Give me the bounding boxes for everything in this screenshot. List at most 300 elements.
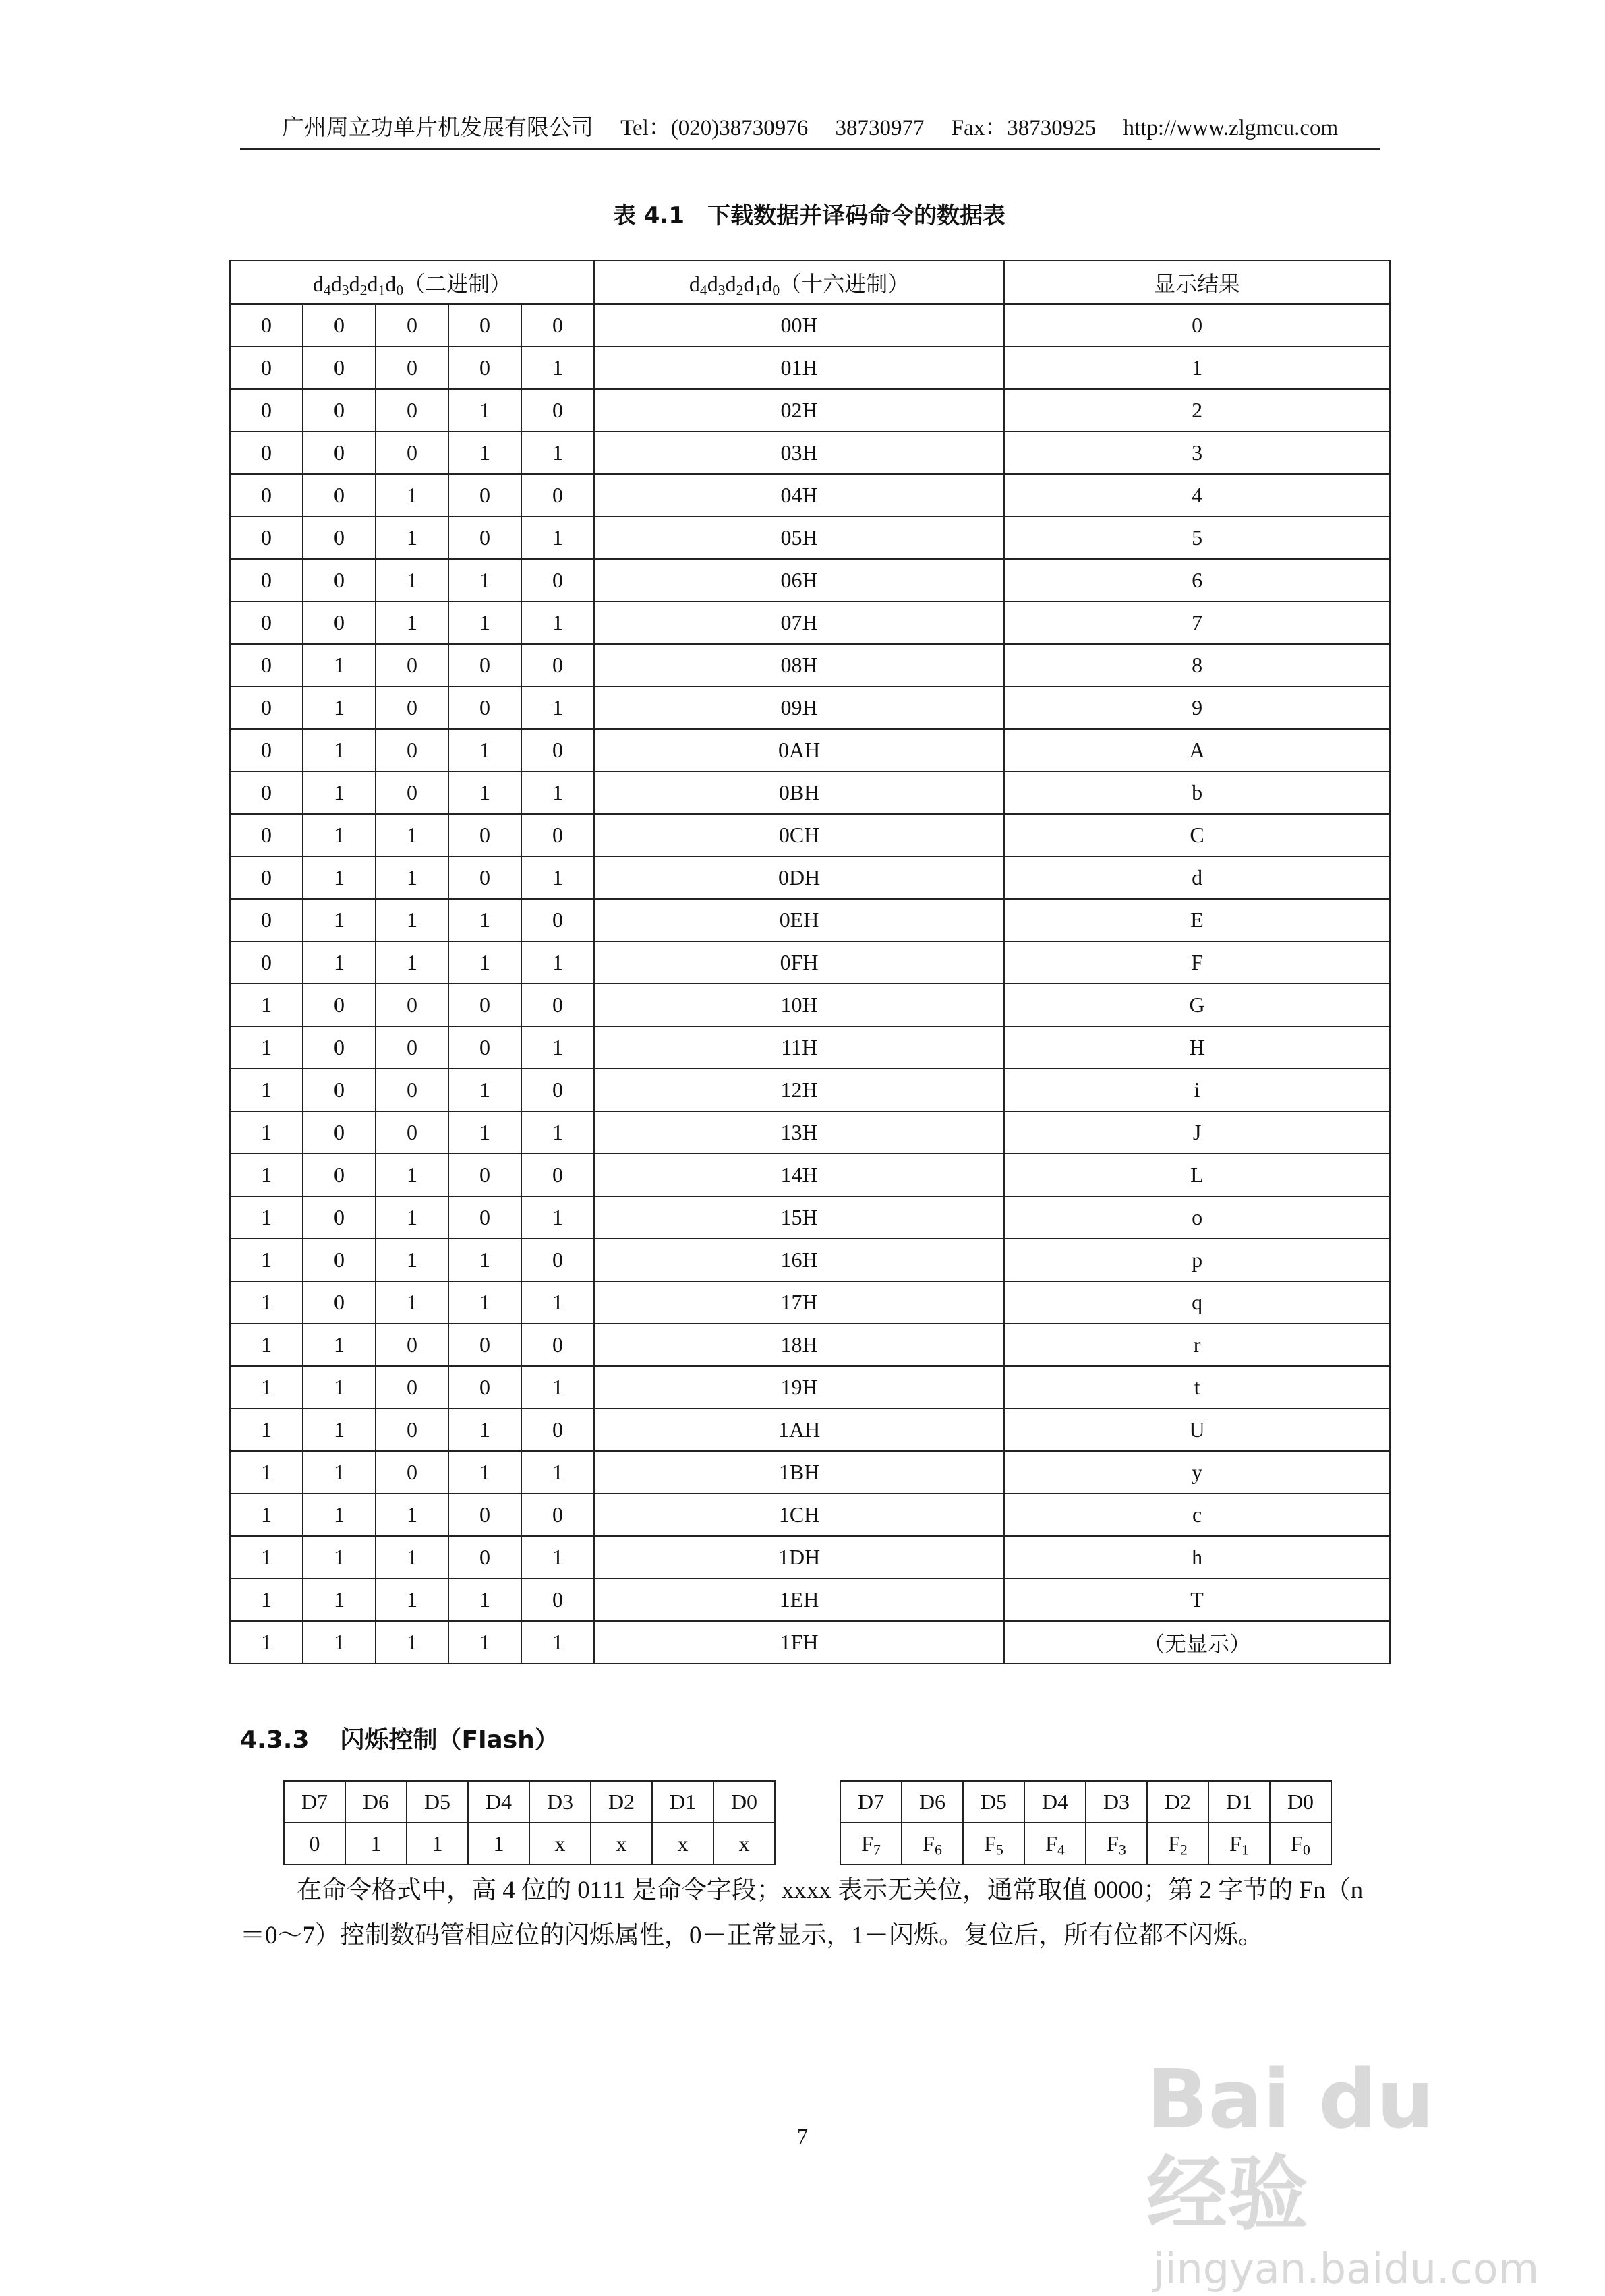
result-cell: C [1004, 814, 1390, 856]
header-url[interactable]: http://www.zlgmcu.com [1123, 116, 1339, 140]
bit-cell: 0 [230, 432, 303, 474]
bit-cell: 0 [303, 517, 376, 559]
bit-cell: 0 [521, 304, 594, 347]
bit-cell: 0 [448, 856, 521, 899]
hex-cell: 0FH [594, 941, 1004, 984]
table-body [230, 304, 1390, 1664]
command-byte-2-format [840, 1780, 1332, 1865]
result-cell: 1 [1004, 347, 1390, 389]
bit-cell: 0 [230, 601, 303, 644]
result-cell: J [1004, 1111, 1390, 1154]
table-row [230, 1494, 1390, 1536]
bit-cell: 1 [376, 517, 448, 559]
byte2-bit-header: D6 [902, 1781, 963, 1823]
table-row [230, 814, 1390, 856]
bit-cell: 0 [521, 389, 594, 432]
bit-cell: 0 [230, 474, 303, 517]
table-row [230, 984, 1390, 1026]
bit-cell: 1 [230, 1324, 303, 1366]
table-header-row [230, 260, 1390, 304]
bit-cell: 1 [303, 1409, 376, 1451]
bit-cell: 0 [376, 729, 448, 771]
byte2-bit-value: $F_1$ [1208, 1823, 1270, 1864]
bit-cell: 0 [230, 771, 303, 814]
bit-cell: 1 [521, 1026, 594, 1069]
header-result: 显示结果 [1004, 260, 1390, 304]
byte2-bit-value: $F_6$ [902, 1823, 963, 1864]
command-byte-1-format [283, 1780, 776, 1865]
bit-cell: 0 [448, 644, 521, 686]
bit-cell: 1 [230, 1536, 303, 1579]
header-tel: Tel：(020)38730976 [620, 116, 809, 140]
byte1-bit-value: 0 [284, 1823, 345, 1864]
byte2-value-row [840, 1823, 1331, 1864]
bit-cell: 1 [376, 1621, 448, 1664]
bit-cell: 0 [230, 517, 303, 559]
byte2-bit-header: D3 [1086, 1781, 1147, 1823]
result-cell: 9 [1004, 686, 1390, 729]
bit-cell: 0 [376, 984, 448, 1026]
bit-cell: 0 [230, 856, 303, 899]
bit-cell: 0 [521, 644, 594, 686]
bit-cell: 0 [448, 1324, 521, 1366]
table-row [230, 1239, 1390, 1281]
hex-cell: 18H [594, 1324, 1004, 1366]
table-row [230, 899, 1390, 941]
hex-cell: 0DH [594, 856, 1004, 899]
table-row [230, 729, 1390, 771]
hex-cell: 13H [594, 1111, 1004, 1154]
bit-cell: 1 [521, 771, 594, 814]
result-cell: U [1004, 1409, 1390, 1451]
result-cell: y [1004, 1451, 1390, 1494]
hex-cell: 10H [594, 984, 1004, 1026]
bit-cell: 0 [448, 1026, 521, 1069]
hex-cell: 11H [594, 1026, 1004, 1069]
table-row [230, 1069, 1390, 1111]
header-binary-suffix: （二进制） [403, 271, 512, 296]
bit-cell: 0 [448, 1196, 521, 1239]
bit-cell: 0 [448, 347, 521, 389]
table-row [230, 1536, 1390, 1579]
bit-cell: 0 [230, 814, 303, 856]
byte1-bit-header: D6 [345, 1781, 407, 1823]
byte2-bit-value: $F_7$ [840, 1823, 902, 1864]
bit-cell: 0 [376, 389, 448, 432]
bit-cell: 0 [448, 984, 521, 1026]
hex-cell: 1EH [594, 1579, 1004, 1621]
bit-cell: 0 [521, 559, 594, 601]
bit-cell: 1 [303, 1494, 376, 1536]
bit-cell: 1 [230, 1621, 303, 1664]
hex-cell: 15H [594, 1196, 1004, 1239]
bit-cell: 1 [448, 1409, 521, 1451]
bit-cell: 0 [376, 432, 448, 474]
bit-cell: 1 [230, 1366, 303, 1409]
bit-cell: 0 [376, 347, 448, 389]
bit-cell: 0 [376, 771, 448, 814]
bit-cell: 0 [303, 1154, 376, 1196]
byte1-bit-value: x [591, 1823, 652, 1864]
bit-cell: 0 [521, 1324, 594, 1366]
byte2-bit-header: D5 [963, 1781, 1024, 1823]
decode-data-table [229, 260, 1391, 1664]
byte2-bit-value: $F_3$ [1086, 1823, 1147, 1864]
bit-cell: 1 [376, 1536, 448, 1579]
bit-cell: 0 [303, 1069, 376, 1111]
hex-cell: 17H [594, 1281, 1004, 1324]
bit-cell: 1 [230, 1494, 303, 1536]
table-row [230, 601, 1390, 644]
bit-cell: 1 [303, 1621, 376, 1664]
bit-cell: 0 [521, 814, 594, 856]
result-cell: 8 [1004, 644, 1390, 686]
result-cell: 3 [1004, 432, 1390, 474]
bit-cell: 0 [230, 686, 303, 729]
byte1-bit-value: 1 [407, 1823, 468, 1864]
bit-cell: 1 [448, 559, 521, 601]
result-cell: E [1004, 899, 1390, 941]
bit-cell: 1 [303, 856, 376, 899]
bit-cell: 1 [521, 1536, 594, 1579]
table-row [230, 1154, 1390, 1196]
bit-cell: 0 [521, 474, 594, 517]
byte1-bit-value: x [529, 1823, 591, 1864]
bit-cell: 1 [303, 941, 376, 984]
bit-cell: 1 [230, 1154, 303, 1196]
byte2-bit-value: $F_5$ [963, 1823, 1024, 1864]
hex-cell: 1FH [594, 1621, 1004, 1664]
bit-cell: 0 [303, 432, 376, 474]
bit-cell: 1 [230, 1026, 303, 1069]
bit-cell: 1 [230, 1196, 303, 1239]
hex-cell: 05H [594, 517, 1004, 559]
result-cell: 4 [1004, 474, 1390, 517]
table-row [230, 1324, 1390, 1366]
watermark-logo: Bai du 经验 [1146, 2053, 1434, 2241]
bit-cell: 1 [376, 474, 448, 517]
bit-cell: 1 [230, 1451, 303, 1494]
bit-cell: 0 [521, 1579, 594, 1621]
bit-cell: 1 [448, 601, 521, 644]
byte1-bit-header: D3 [529, 1781, 591, 1823]
hex-cell: 00H [594, 304, 1004, 347]
hex-cell: 16H [594, 1239, 1004, 1281]
bit-cell: 1 [230, 1409, 303, 1451]
bit-cell: 1 [521, 941, 594, 984]
result-cell: p [1004, 1239, 1390, 1281]
bit-cell: 1 [521, 517, 594, 559]
bit-cell: 1 [521, 1281, 594, 1324]
hex-cell: 0AH [594, 729, 1004, 771]
result-cell: H [1004, 1026, 1390, 1069]
byte1-bit-header: D2 [591, 1781, 652, 1823]
table-row [230, 1026, 1390, 1069]
bit-cell: 1 [521, 856, 594, 899]
result-cell: b [1004, 771, 1390, 814]
result-cell: 7 [1004, 601, 1390, 644]
result-cell: 6 [1004, 559, 1390, 601]
table-row [230, 304, 1390, 347]
bit-cell: 0 [303, 304, 376, 347]
bit-cell: 0 [303, 559, 376, 601]
bit-cell: 0 [376, 686, 448, 729]
byte1-bit-value: x [652, 1823, 713, 1864]
bit-cell: 1 [230, 1069, 303, 1111]
bit-cell: 0 [230, 559, 303, 601]
bit-cell: 1 [521, 347, 594, 389]
bit-cell: 1 [230, 1579, 303, 1621]
bit-cell: 1 [521, 1366, 594, 1409]
bit-cell: 0 [448, 1154, 521, 1196]
hex-cell: 1AH [594, 1409, 1004, 1451]
bit-cell: 1 [376, 1239, 448, 1281]
hex-cell: 04H [594, 474, 1004, 517]
bit-cell: 1 [376, 1154, 448, 1196]
bit-cell: 1 [521, 1621, 594, 1664]
bit-cell: 1 [448, 1281, 521, 1324]
byte1-header-row [284, 1781, 775, 1823]
bit-cell: 0 [303, 1026, 376, 1069]
hex-cell: 08H [594, 644, 1004, 686]
bit-cell: 1 [303, 1536, 376, 1579]
result-cell: q [1004, 1281, 1390, 1324]
page-header [240, 113, 1380, 150]
table-row [230, 347, 1390, 389]
hex-cell: 07H [594, 601, 1004, 644]
bit-cell: 0 [448, 1494, 521, 1536]
bit-cell: 0 [376, 1111, 448, 1154]
bit-cell: 0 [521, 899, 594, 941]
result-cell: r [1004, 1324, 1390, 1366]
bit-cell: 0 [448, 814, 521, 856]
result-cell: o [1004, 1196, 1390, 1239]
bit-cell: 1 [230, 984, 303, 1026]
header-binary: $d_4d_3d_2d_1d_0$（二进制） [230, 260, 594, 304]
bit-cell: 0 [303, 1196, 376, 1239]
bit-cell: 0 [230, 389, 303, 432]
section-title: 闪烁控制（Flash） [340, 1726, 559, 1754]
table-row [230, 432, 1390, 474]
result-cell: i [1004, 1069, 1390, 1111]
result-cell: （无显示） [1004, 1621, 1390, 1664]
result-cell: G [1004, 984, 1390, 1026]
table-row [230, 474, 1390, 517]
hex-cell: 0CH [594, 814, 1004, 856]
table-row [230, 1366, 1390, 1409]
result-cell: L [1004, 1154, 1390, 1196]
byte2-bit-header: D4 [1024, 1781, 1086, 1823]
hex-cell: 1DH [594, 1536, 1004, 1579]
result-cell: 2 [1004, 389, 1390, 432]
table-row [230, 1409, 1390, 1451]
byte2-bit-header: D2 [1147, 1781, 1208, 1823]
hex-cell: 09H [594, 686, 1004, 729]
bit-cell: 1 [448, 432, 521, 474]
header-fax: Fax：38730925 [951, 116, 1097, 140]
bit-cell: 0 [376, 1324, 448, 1366]
byte2-bit-value: $F_2$ [1147, 1823, 1208, 1864]
bit-cell: 0 [303, 1111, 376, 1154]
result-cell: t [1004, 1366, 1390, 1409]
header-hex: $d_4d_3d_2d_1d_0$（十六进制） [594, 260, 1004, 304]
hex-cell: 0EH [594, 899, 1004, 941]
page-number: 7 [797, 2124, 808, 2148]
bit-cell: 0 [230, 899, 303, 941]
bit-cell: 1 [303, 729, 376, 771]
byte2-bit-header: D0 [1270, 1781, 1331, 1823]
byte1-bit-header: D4 [468, 1781, 529, 1823]
bit-cell: 1 [303, 1451, 376, 1494]
result-cell: d [1004, 856, 1390, 899]
bit-cell: 1 [521, 1196, 594, 1239]
hex-cell: 1BH [594, 1451, 1004, 1494]
bit-cell: 0 [303, 601, 376, 644]
table-row [230, 389, 1390, 432]
bit-cell: 0 [230, 729, 303, 771]
bit-cell: 0 [376, 1409, 448, 1451]
header-hex-suffix: （十六进制） [780, 271, 910, 296]
byte2-bit-header: D7 [840, 1781, 902, 1823]
bit-cell: 0 [448, 686, 521, 729]
table-caption: 表 4.1 下载数据并译码命令的数据表 [612, 202, 1006, 229]
bit-cell: 0 [376, 1069, 448, 1111]
bit-cell: 1 [376, 941, 448, 984]
hex-cell: 19H [594, 1366, 1004, 1409]
bit-cell: 0 [230, 347, 303, 389]
byte2-header-row [840, 1781, 1331, 1823]
bit-cell: 1 [448, 389, 521, 432]
bit-cell: 1 [448, 1451, 521, 1494]
table-row [230, 1111, 1390, 1154]
hex-cell: 1CH [594, 1494, 1004, 1536]
bit-cell: 0 [448, 1536, 521, 1579]
bit-cell: 0 [303, 984, 376, 1026]
bit-cell: 0 [521, 1154, 594, 1196]
result-cell: c [1004, 1494, 1390, 1536]
section-heading [240, 1724, 559, 1757]
bit-cell: 1 [376, 1494, 448, 1536]
hex-cell: 14H [594, 1154, 1004, 1196]
hex-cell: 12H [594, 1069, 1004, 1111]
bit-cell: 1 [448, 771, 521, 814]
bit-cell: 1 [521, 601, 594, 644]
bit-cell: 1 [521, 686, 594, 729]
table-row [230, 559, 1390, 601]
hex-cell: 0BH [594, 771, 1004, 814]
bit-cell: 1 [448, 899, 521, 941]
table-row [230, 941, 1390, 984]
bit-cell: 1 [448, 1069, 521, 1111]
bit-cell: 0 [376, 1026, 448, 1069]
bit-cell: 1 [376, 1196, 448, 1239]
table-row [230, 517, 1390, 559]
bit-cell: 1 [303, 1366, 376, 1409]
byte1-value-row [284, 1823, 775, 1864]
bit-cell: 1 [448, 1621, 521, 1664]
byte1-bit-header: D1 [652, 1781, 713, 1823]
table-row [230, 1451, 1390, 1494]
bit-cell: 1 [376, 856, 448, 899]
bit-cell: 0 [303, 389, 376, 432]
result-cell: A [1004, 729, 1390, 771]
bit-cell: 0 [448, 304, 521, 347]
bit-cell: 1 [376, 601, 448, 644]
bit-cell: 0 [230, 941, 303, 984]
bit-cell: 1 [303, 1579, 376, 1621]
bit-cell: 0 [303, 1281, 376, 1324]
bit-cell: 1 [376, 1281, 448, 1324]
bit-cell: 0 [448, 1366, 521, 1409]
hex-cell: 02H [594, 389, 1004, 432]
table-row [230, 1196, 1390, 1239]
byte1-bit-value: 1 [468, 1823, 529, 1864]
bit-cell: 0 [521, 984, 594, 1026]
bit-cell: 1 [448, 1111, 521, 1154]
byte1-bit-header: D0 [713, 1781, 775, 1823]
bit-cell: 0 [303, 1239, 376, 1281]
bit-cell: 1 [230, 1281, 303, 1324]
bit-cell: 1 [521, 1451, 594, 1494]
bit-cell: 0 [521, 1239, 594, 1281]
bit-cell: 1 [448, 1579, 521, 1621]
bit-cell: 1 [376, 814, 448, 856]
bit-cell: 1 [303, 899, 376, 941]
header-company: 广州周立功单片机发展有限公司 [281, 116, 593, 140]
bit-cell: 0 [521, 1069, 594, 1111]
bit-cell: 1 [448, 941, 521, 984]
table-row [230, 856, 1390, 899]
bit-cell: 1 [448, 1239, 521, 1281]
bit-cell: 1 [303, 1324, 376, 1366]
bit-cell: 1 [376, 1579, 448, 1621]
bit-cell: 0 [521, 1494, 594, 1536]
byte2-bit-header: D1 [1208, 1781, 1270, 1823]
hex-cell: 01H [594, 347, 1004, 389]
table-row [230, 686, 1390, 729]
bit-cell: 0 [521, 1409, 594, 1451]
bit-cell: 1 [303, 771, 376, 814]
watermark-url: jingyan.baidu.com [1153, 2244, 1540, 2293]
result-cell: T [1004, 1579, 1390, 1621]
baidu-watermark [1146, 2053, 1540, 2293]
table-row [230, 644, 1390, 686]
bit-cell: 0 [448, 517, 521, 559]
bit-cell: 1 [376, 899, 448, 941]
bit-cell: 0 [230, 644, 303, 686]
byte2-bit-value: $F_4$ [1024, 1823, 1086, 1864]
byte1-bit-header: D5 [407, 1781, 468, 1823]
byte1-bit-value: x [713, 1823, 775, 1864]
bit-cell: 1 [376, 559, 448, 601]
bit-cell: 0 [303, 474, 376, 517]
result-cell: 0 [1004, 304, 1390, 347]
bit-cell: 0 [230, 304, 303, 347]
bit-cell: 1 [521, 1111, 594, 1154]
hex-cell: 03H [594, 432, 1004, 474]
header-tel2: 38730977 [835, 116, 925, 140]
body-paragraph: 在命令格式中，高 4 位的 0111 是命令字段；xxxx 表示无关位，通常取值 0000；第 2 字节的 Fn（n＝0～7）控制数码管相应位的闪烁属性，0－正常显示，1－闪烁。复位后，所有位都不闪烁。 [240, 1877, 1364, 1949]
bit-cell: 0 [303, 347, 376, 389]
section-number: 4.3.3 [240, 1726, 310, 1754]
bit-cell: 0 [376, 644, 448, 686]
result-cell: F [1004, 941, 1390, 984]
bit-cell: 0 [448, 474, 521, 517]
bit-cell: 1 [303, 814, 376, 856]
byte1-bit-header: D7 [284, 1781, 345, 1823]
bit-cell: 1 [230, 1239, 303, 1281]
bit-cell: 1 [303, 644, 376, 686]
